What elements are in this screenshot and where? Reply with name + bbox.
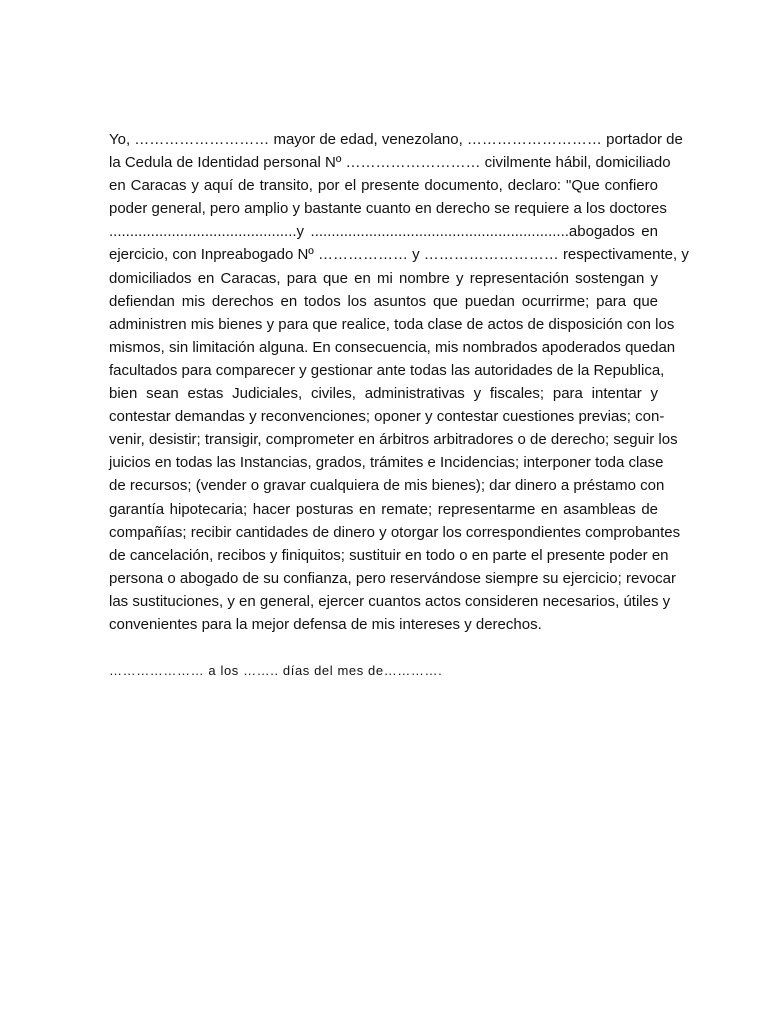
body-line: administren mis bienes y para que realice, toda clase de actos de disposición con los bbox=[109, 315, 675, 333]
body-line: en Caracas y aquí de transito, por el presente documento, declaro: "Que confiero bbox=[109, 177, 658, 195]
body-line: la Cedula de Identidad personal Nº ……………………… civilmente hábil, domiciliado bbox=[109, 154, 671, 172]
body-line: domiciliados en Caracas, para que en mi nombre y representación sostengan y bbox=[109, 269, 658, 287]
body-line: de cancelación, recibos y finiquitos; sustituir en todo o en parte el presente poder en bbox=[109, 546, 669, 564]
body-line: facultados para comparecer y gestionar ante todas las autoridades de la Republica, bbox=[109, 361, 665, 379]
body-line: Yo, ……………………… mayor de edad, venezolano, ……………………… portador de bbox=[109, 131, 683, 148]
date-place-line: ………………… a los …….. días del mes de…………. bbox=[109, 663, 443, 678]
body-line: .............................................y ..............................................................abogados en bbox=[109, 223, 658, 241]
body-line: compañías; recibir cantidades de dinero y otorgar los correspondientes comprobantes bbox=[109, 523, 681, 541]
body-line: ejercicio, con Inpreabogado Nº ……………… y ……………………… respectivamente, y bbox=[109, 246, 689, 264]
body-line: venir, desistir; transigir, comprometer en árbitros arbitradores o de derecho; seguir los bbox=[109, 431, 678, 449]
power-of-attorney-body bbox=[109, 128, 689, 636]
body-line: juicios en todas las Instancias, grados, trámites e Incidencias; interponer toda clase bbox=[109, 454, 664, 472]
body-line: garantía hipotecaria; hacer posturas en remate; representarme en asambleas de bbox=[109, 500, 658, 518]
body-line: convenientes para la mejor defensa de mis intereses y derechos. bbox=[109, 615, 542, 633]
body-line: defiendan mis derechos en todos los asuntos que puedan ocurrirme; para que bbox=[109, 292, 658, 310]
body-line: las sustituciones, y en general, ejercer cuantos actos consideren necesarios, útiles y bbox=[109, 592, 671, 610]
body-line: bien sean estas Judiciales, civiles, administrativas y fiscales; para intentar y bbox=[109, 385, 658, 403]
body-line: mismos, sin limitación alguna. En consecuencia, mis nombrados apoderados quedan bbox=[109, 338, 676, 356]
body-line: poder general, pero amplio y bastante cuanto en derecho se requiere a los doctores bbox=[109, 200, 667, 218]
body-line: de recursos; (vender o gravar cualquiera de mis bienes); dar dinero a préstamo con bbox=[109, 477, 665, 495]
body-line: contestar demandas y reconvenciones; oponer y contestar cuestiones previas; con- bbox=[109, 408, 665, 426]
body-line: persona o abogado de su confianza, pero reservándose siempre su ejercicio; revocar bbox=[109, 569, 676, 587]
